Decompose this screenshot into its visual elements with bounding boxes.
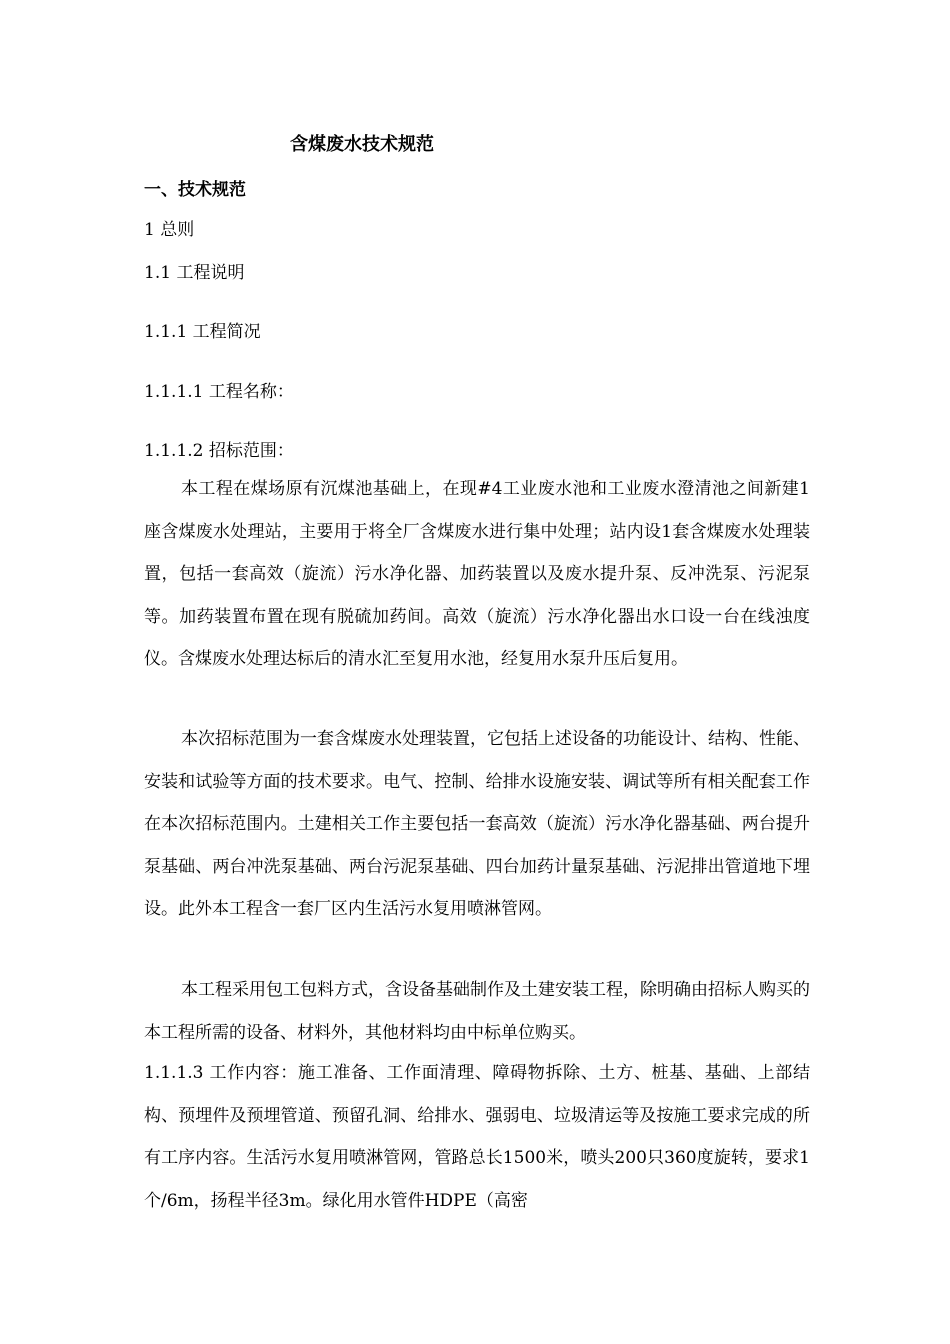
document-title: 含煤废水技术规范 [290, 134, 434, 155]
paragraph-bid-scope: 本次招标范围为一套含煤废水处理装置，它包括上述设备的功能设计、结构、性能、安装和试验等方面的技术要求。电气、控制、给排水设施安装、调试等所有相关配套工作在本次招标范围内。土建相关工作主要包括一套高效（旋流）污水净化器基础、两台提升泵基础、两台冲洗泵基础、两台污泥泵基础、四台加药计量泵基础、污泥排出管道地下埋设。此外本工程含一套厂区内生活污水复用喷淋管网。 [144, 729, 810, 919]
paragraph-work-content: 1.1.1.3 工作内容：施工准备、工作面清理、障碍物拆除、土方、桩基、基础、上部结构、预埋件及预埋管道、预留孔洞、给排水、强弱电、垃圾清运等及按施工要求完成的所有工序内容。生活污水复用喷淋管网，管路总长1500米，喷头200只360度旋转，要求1个/6m，扬程半径3m。绿化用水管件HDPE（高密 [144, 1063, 810, 1211]
paragraph-project-scope: 本工程在煤场原有沉煤池基础上，在现#4工业废水池和工业废水澄清池之间新建1座含煤废水处理站，主要用于将全厂含煤废水进行集中处理；站内设1套含煤废水处理装置，包括一套高效（旋流）污水净化器、加药装置以及废水提升泵、反冲洗泵、污泥泵等。加药装置布置在现有脱硫加药间。高效（旋流）污水净化器出水口设一台在线浊度仪。含煤废水处理达标后的清水汇至复用水池，经复用水泵升压后复用。 [144, 479, 810, 669]
heading-project-overview: 1.1.1 工程简况 [144, 322, 261, 342]
paragraph-contract-mode: 本工程采用包工包料方式，含设备基础制作及土建安装工程，除明确由招标人购买的本工程所需的设备、材料外，其他材料均由中标单位购买。 [144, 980, 810, 1043]
section-heading: 一、技术规范 [144, 180, 246, 200]
heading-general: 1 总则 [144, 220, 195, 240]
heading-project-description: 1.1 工程说明 [144, 263, 245, 283]
heading-project-name: 1.1.1.1 工程名称： [144, 382, 294, 402]
heading-bid-scope: 1.1.1.2 招标范围： [144, 441, 294, 461]
